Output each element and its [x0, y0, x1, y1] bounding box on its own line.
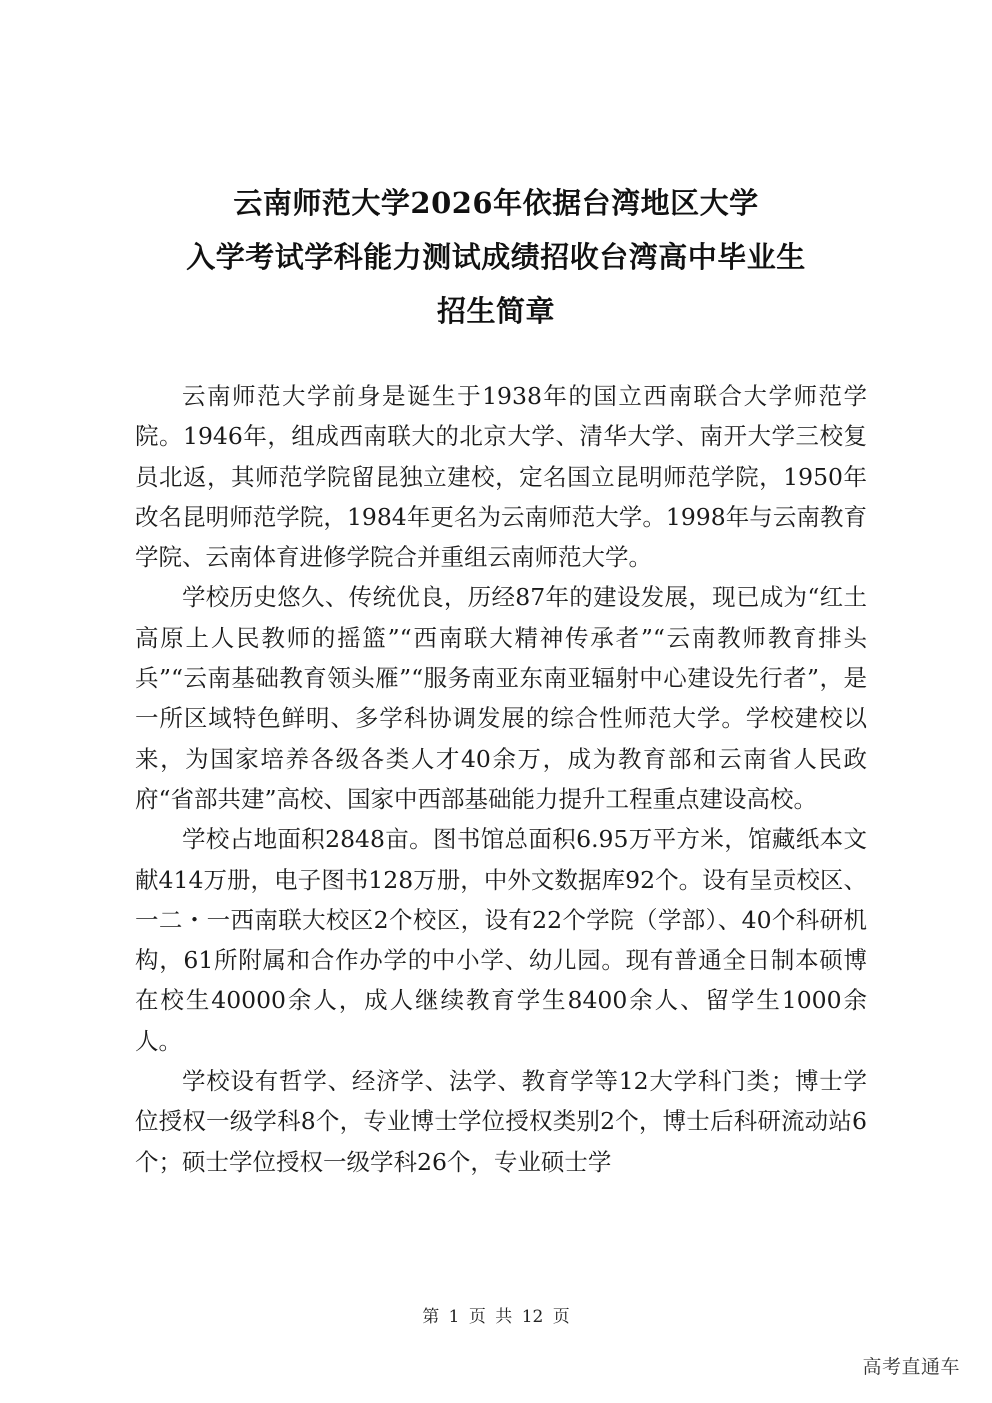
title-line-3: 招生简章 — [436, 294, 555, 328]
document-title — [0, 176, 992, 338]
page-number-footer: 第 1 页 共 12 页 — [422, 1307, 570, 1327]
paragraph-development: 学校历史悠久、传统优良，历经87年的建设发展，现已成为“红土高原上人民教师的摇篮”“西南联大精神传承者”“云南教师教育排头兵”“云南基础教育领头雁”“服务南亚东南亚辐射中心建设先行者”，是一所区域特色鲜明、多学科协调发展的综合性师范大学。学校建校以来，为国家培养各级各类人才40余万，成为教育部和云南省人民政府“省部共建”高校、国家中西部基础能力提升工程重点建设高校。 — [135, 583, 867, 813]
watermark-label: 高考直通车 — [862, 1356, 960, 1378]
paragraph-history: 云南师范大学前身是诞生于1938年的国立西南联合大学师范学院。1946年，组成西南联大的北京大学、清华大学、南开大学三校复员北返，其师范学院留昆独立建校，定名国立昆明师范学院，1950年改名昆明师范学院，1984年更名为云南师范大学。1998年与云南教育学院、云南体育进修学院合并重组云南师范大学。 — [135, 382, 867, 572]
paragraph-campus: 学校占地面积2848亩。图书馆总面积6.95万平方米，馆藏纸本文献414万册，电子图书128万册，中外文数据库92个。设有呈贡校区、一二・一西南联大校区2个校区，设有22个学院（学部）、40个科研机构，61所附属和合作办学的中小学、幼儿园。现有普通全日制本硕博在校生40000余人，成人继续教育学生8400余人、留学生1000余人。 — [135, 825, 867, 1055]
title-line-2: 入学考试学科能力测试成绩招收台湾高中毕业生 — [186, 240, 806, 274]
document-body — [135, 376, 867, 1182]
title-line-1: 云南师范大学2026年依据台湾地区大学 — [233, 186, 759, 220]
paragraph-disciplines: 学校设有哲学、经济学、法学、教育学等12大学科门类；博士学位授权一级学科8个，专业博士学位授权类别2个，博士后科研流动站6个；硕士学位授权一级学科26个，专业硕士学 — [135, 1067, 867, 1176]
